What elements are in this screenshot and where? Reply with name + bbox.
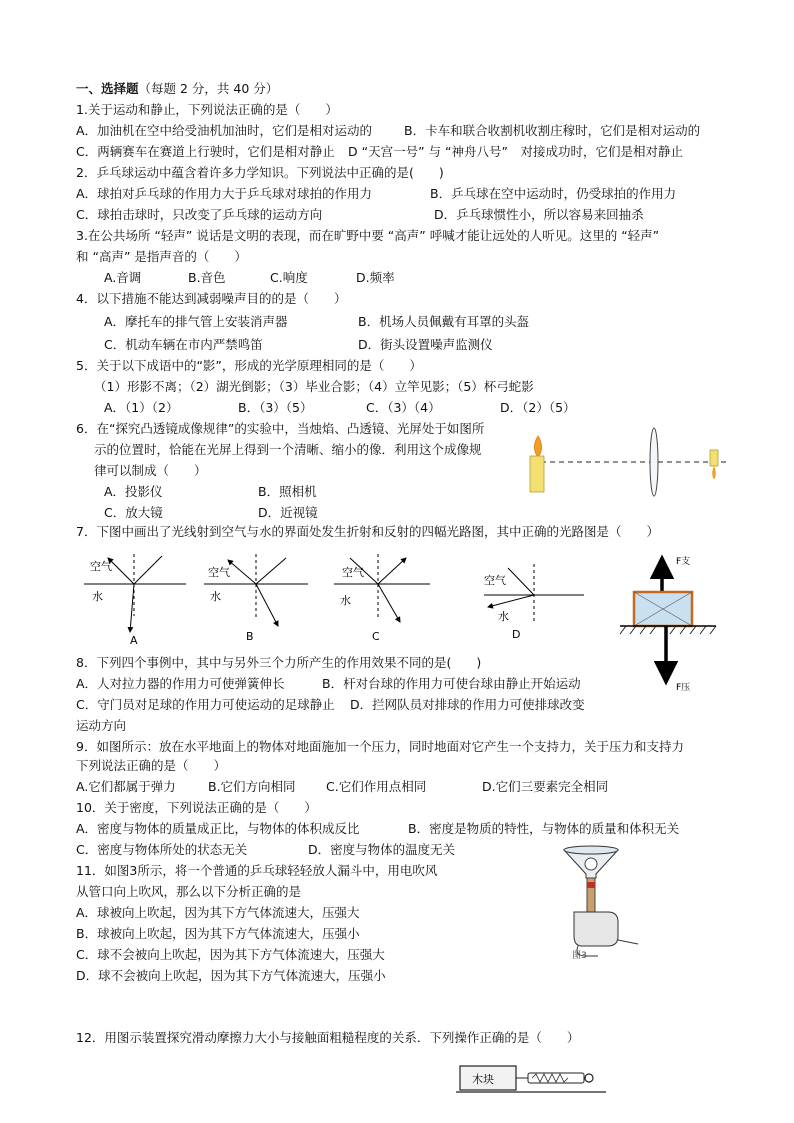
q11-option-c: C．球不会被向上吹起，因为其下方气体流速大，压强大 bbox=[76, 947, 385, 962]
q7d-water-label: 水 bbox=[498, 610, 509, 623]
q11-stem-line2: 从管口向上吹风，那么以下分析正确的是 bbox=[76, 884, 302, 899]
q8-option-d: D．拦网队员对排球的作用力可使排球改变 bbox=[350, 697, 585, 712]
q7a-air-label: 空气 bbox=[90, 560, 112, 573]
q6-option-a: A．投影仪 bbox=[104, 484, 163, 499]
q4-option-c: C．机动车辆在市内严禁鸣笛 bbox=[104, 337, 263, 352]
q8-option-d-cont: 运动方向 bbox=[76, 718, 127, 733]
q3-option-c: C.响度 bbox=[270, 270, 308, 285]
q7c-label: C bbox=[372, 630, 380, 643]
wood-block-label: 木块 bbox=[472, 1073, 494, 1086]
q1-stem: 1.关于运动和静止，下列说法正确的是（ ） bbox=[76, 102, 338, 117]
q5-items: （1）形影不离；（2）湖光倒影；（3）毕业合影；（4）立竿见影；（5）杯弓蛇影 bbox=[94, 379, 534, 394]
q8-option-b: B．杆对台球的作用力可使台球由静止开始运动 bbox=[322, 676, 581, 691]
q3-option-b: B.音色 bbox=[188, 270, 226, 285]
q10-option-b: B．密度是物质的特性，与物体的质量和体积无关 bbox=[408, 821, 680, 836]
q6-stem-line2: 示的位置时，恰能在光屏上得到一个清晰、缩小的像．利用这个成像规 bbox=[94, 442, 482, 457]
q2-option-b: B．乒乓球在空中运动时，仍受球拍的作用力 bbox=[430, 186, 677, 201]
q11-stem-line1: 11．如图3所示，将一个普通的乒乓球轻轻放人漏斗中，用电吹风 bbox=[76, 863, 438, 878]
funnel-dryer-figure bbox=[552, 840, 642, 960]
q10-option-c: C．密度与物体所处的状态无关 bbox=[76, 842, 248, 857]
q3-option-d: D.频率 bbox=[356, 270, 395, 285]
q5-option-a: A．（1）（2） bbox=[104, 400, 179, 415]
q7c-water-label: 水 bbox=[340, 594, 351, 607]
q1-option-a: A．加油机在空中给受油机加油时，它们是相对运动的 bbox=[76, 123, 373, 138]
q5-option-c: C．（3）（4） bbox=[366, 400, 441, 415]
q10-option-d: D．密度与物体的温度无关 bbox=[308, 842, 456, 857]
q7-figure-b bbox=[204, 550, 314, 645]
q9-option-b: B.它们方向相同 bbox=[208, 779, 296, 794]
q6-option-c: C．放大镜 bbox=[104, 505, 163, 520]
pressure-force-label: F压 bbox=[676, 683, 691, 693]
q10-stem: 10．关于密度，下列说法正确的是（ ） bbox=[76, 800, 317, 815]
section-header bbox=[76, 81, 278, 97]
q2-option-d: D．乒乓球惯性小，所以容易来回抽杀 bbox=[434, 207, 644, 222]
section-title: 一、选择题 bbox=[76, 81, 139, 96]
q4-stem: 4．以下措施不能达到减弱噪声目的的是（ ） bbox=[76, 291, 347, 306]
q10-option-a: A．密度与物体的质量成正比，与物体的体积成反比 bbox=[76, 821, 360, 836]
q5-stem: 5．关于以下成语中的“影”，形成的光学原理相同的是（ ） bbox=[76, 358, 422, 373]
q9-stem-line2: 下列说法正确的是（ ） bbox=[76, 758, 227, 773]
q12-stem: 12．用图示装置探究滑动摩擦力大小与接触面粗糙程度的关系．下列操作正确的是（ ） bbox=[76, 1030, 580, 1045]
q9-option-c: C.它们作用点相同 bbox=[326, 779, 427, 794]
q5-option-b: B．（3）（5） bbox=[238, 400, 313, 415]
q1-option-d: D “天宫一号” 与 “神舟八号” 对接成功时，它们是相对静止 bbox=[348, 144, 683, 159]
q9-option-d: D.它们三要素完全相同 bbox=[482, 779, 609, 794]
q6-option-d: D．近视镜 bbox=[258, 505, 318, 520]
q11-option-b: B．球被向上吹起，因为其下方气体流速大，压强小 bbox=[76, 926, 360, 941]
q7c-air-label: 空气 bbox=[342, 566, 364, 579]
q4-option-b: B．机场人员佩戴有耳罩的头盔 bbox=[358, 314, 530, 329]
q7a-label: A bbox=[130, 634, 138, 647]
force-diagram-figure bbox=[618, 552, 718, 694]
friction-apparatus-figure bbox=[456, 1062, 606, 1102]
q2-option-a: A．球拍对乒乓球的作用力大于乒乓球对球拍的作用力 bbox=[76, 186, 373, 201]
q2-option-c: C．球拍击球时，只改变了乒乓球的运动方向 bbox=[76, 207, 323, 222]
q3-stem-line1: 3.在公共场所 “轻声” 说话是文明的表现，而在旷野中要 “高声” 呼喊才能让远处的人听见。这里的 “轻声” bbox=[76, 228, 660, 243]
q7a-water-label: 水 bbox=[92, 590, 103, 603]
q7-figure-a bbox=[82, 550, 192, 645]
q11-option-a: A．球被向上吹起，因为其下方气体流速大，压强大 bbox=[76, 905, 360, 920]
q9-option-a: A.它们都属于弹力 bbox=[76, 779, 176, 794]
q7-stem: 7．下图中画出了光线射到空气与水的界面处发生折射和反射的四幅光路图，其中正确的光路图是（ ） bbox=[76, 524, 659, 539]
q6-option-b: B．照相机 bbox=[258, 484, 317, 499]
q7d-air-label: 空气 bbox=[484, 574, 506, 587]
section-note: （每题 2 分，共 40 分） bbox=[138, 81, 279, 96]
q7b-label: B bbox=[246, 630, 254, 643]
q3-option-a: A.音调 bbox=[104, 270, 142, 285]
q2-stem: 2．乒乓球运动中蕴含着许多力学知识。下列说法中正确的是( ) bbox=[76, 165, 444, 180]
q6-stem-line3: 律可以制成（ ） bbox=[94, 463, 207, 478]
q4-option-a: A．摩托车的排气管上安装消声器 bbox=[104, 314, 288, 329]
q8-option-a: A．人对拉力器的作用力可使弹簧伸长 bbox=[76, 676, 285, 691]
q7-figure-c bbox=[334, 550, 444, 645]
q7b-water-label: 水 bbox=[210, 590, 221, 603]
q3-stem-line2: 和 “高声” 是指声音的（ ） bbox=[76, 249, 247, 264]
q6-stem-line1: 6．在“探究凸透镜成像规律”的实验中，当烛焰、凸透镜、光屏处于如图所 bbox=[76, 421, 485, 436]
q5-option-d: D．（2）（5） bbox=[500, 400, 576, 415]
q7b-air-label: 空气 bbox=[208, 566, 230, 579]
q8-stem: 8．下列四个事例中，其中与另外三个力所产生的作用效果不同的是( ) bbox=[76, 655, 482, 670]
q8-option-c: C．守门员对足球的作用力可使运动的足球静止 bbox=[76, 697, 335, 712]
q11-option-d: D．球不会被向上吹起，因为其下方气体流速大，压强小 bbox=[76, 968, 386, 983]
q7d-label: D bbox=[512, 628, 521, 641]
q9-stem-line1: 9．如图所示：放在水平地面上的物体对地面施加一个压力，同时地面对它产生一个支持力，关于压力和支持力 bbox=[76, 739, 684, 754]
q1-option-c: C．两辆赛车在赛道上行驶时，它们是相对静止 bbox=[76, 144, 335, 159]
q4-option-d: D．街头设置噪声监测仪 bbox=[358, 337, 493, 352]
figure-3-label: 图3 bbox=[572, 951, 587, 961]
q1-option-b: B．卡车和联合收割机收割庄稼时，它们是相对运动的 bbox=[404, 123, 701, 138]
lens-experiment-figure bbox=[522, 420, 732, 500]
support-force-label: F支 bbox=[676, 557, 691, 567]
q7-figure-d bbox=[470, 550, 590, 645]
